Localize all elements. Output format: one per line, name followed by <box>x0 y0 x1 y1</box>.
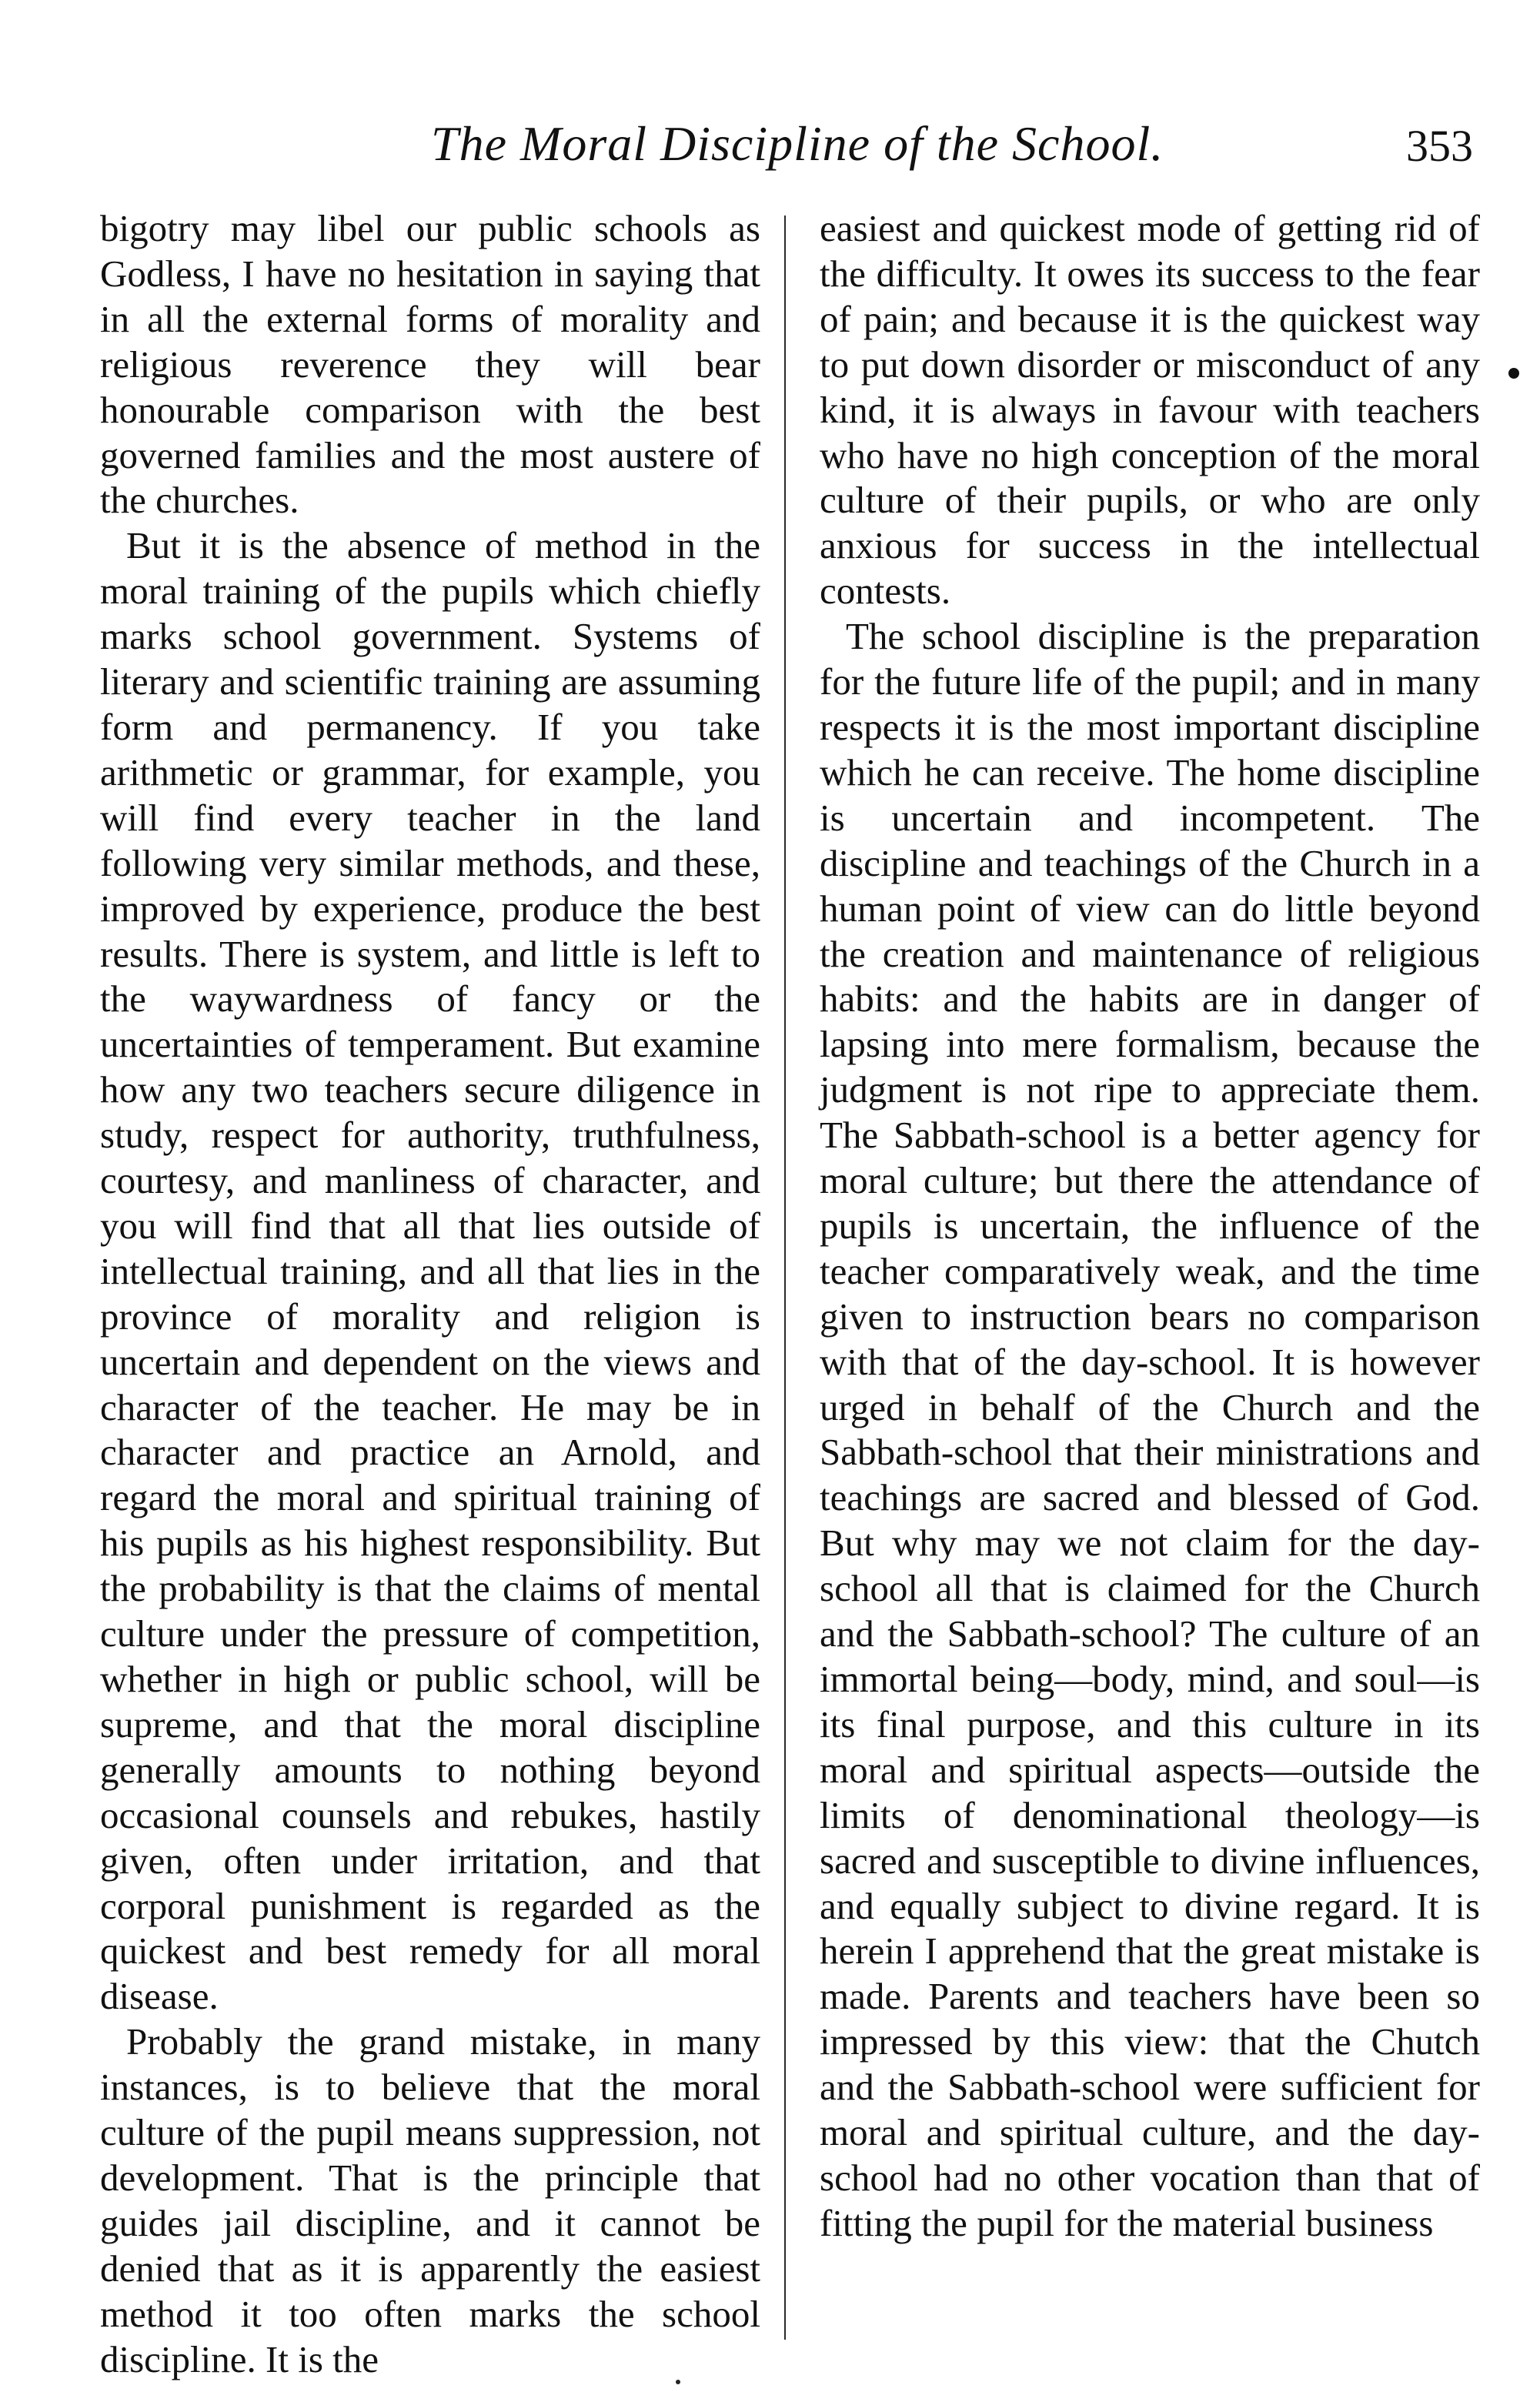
paragraph: But it is the absence of method in the moral training of the pupils which chiefly marks school government. Systems of literary and scientific training are assuming form and permanency. If you take arithmetic or grammar, for example, you will find every teacher in the land following very similar methods, and these, improved by experience, produce the best results. There is system, and little is left to the waywardness of fancy or the uncertainties of temperament. But examine how any two teachers secure diligence in study, respect for authority, truthfulness, courtesy, and manliness of character, and you will find that all that lies outside of intellectual training, and all that lies in the province of morality and religion is uncertain and dependent on the views and character of the teacher. He may be in character and practice an Arnold, and regard the moral and spiritual training of his pupils as his highest responsibility. But the probability is that the claims of mental culture under the pressure of competition, whether in high or public school, will be supreme, and that the moral discipline generally amounts to nothing beyond occasional counsels and rebukes, hastily given, often under irritation, and that corporal punishment is regarded as the quickest and best remedy for all moral disease. <box>100 524 760 2018</box>
left-column <box>100 206 760 2380</box>
paragraph: easiest and quickest mode of getting rid of the difficulty. It owes its success to the fear of pain; and because it is the quickest way to put down disorder or misconduct of any kind, it is always in favour with teachers who have no high conception of the moral culture of their pupils, or who are only anxious for success in the intellectual contests. <box>820 207 1480 613</box>
paragraph: Probably the grand mistake, in many instances, is to believe that the moral culture of the pupil means suppression, not development. That is the principle that guides jail discipline, and it cannot be denied that as it is apparently the easiest method it too often marks the school discipline. It is the <box>100 2020 760 2380</box>
right-column <box>820 206 1480 2346</box>
margin-dot-mark <box>1508 368 1519 379</box>
page-number: 353 <box>1406 121 1473 171</box>
paragraph: bigotry may libel our public schools as Godless, I have no hesitation in saying that in all the external forms of morality and religious reverence they will bear honourable comparison with the best governed families and the most austere of the churches. <box>100 207 760 522</box>
column-divider <box>784 215 786 2340</box>
paragraph: The school discipline is the preparation for the future life of the pupil; and in many respects it is the most important discipline which he can receive. The home discipline is uncertain and incompetent. The discipline and teachings of the Church in a human point of view can do little beyond the creation and maintenance of religious habits: and the habits are in danger of lapsing into mere formalism, because the judgment is not ripe to appreciate them. The Sabbath-school is a better agency for moral culture; but there the attendance of pupils is uncertain, the influence of the teacher comparatively weak, and the time given to instruction bears no comparison with that of the day-school. It is however urged in behalf of the Church and the Sabbath-school that their ministrations and teachings are sacred and blessed of God. But why may we not claim for the day-school all that is claimed for the Church and the Sabbath-school? The culture of an immortal being—body, mind, and soul—is its final purpose, and this culture in its moral and spiritual aspects—outside the limits of denominational theology—is sacred and susceptible to divine influences, and equally subject to divine regard. It is herein I apprehend that the great mistake is made. Parents and teachers have been so impressed by this view: that the Chutch and the Sabbath-school were sufficient for moral and spiritual culture, and the day-school had no other vocation than that of fitting the pupil for the material business <box>820 615 1480 2244</box>
running-title: The Moral Discipline of the School. <box>431 116 1164 171</box>
bottom-dot-mark <box>676 2380 680 2384</box>
